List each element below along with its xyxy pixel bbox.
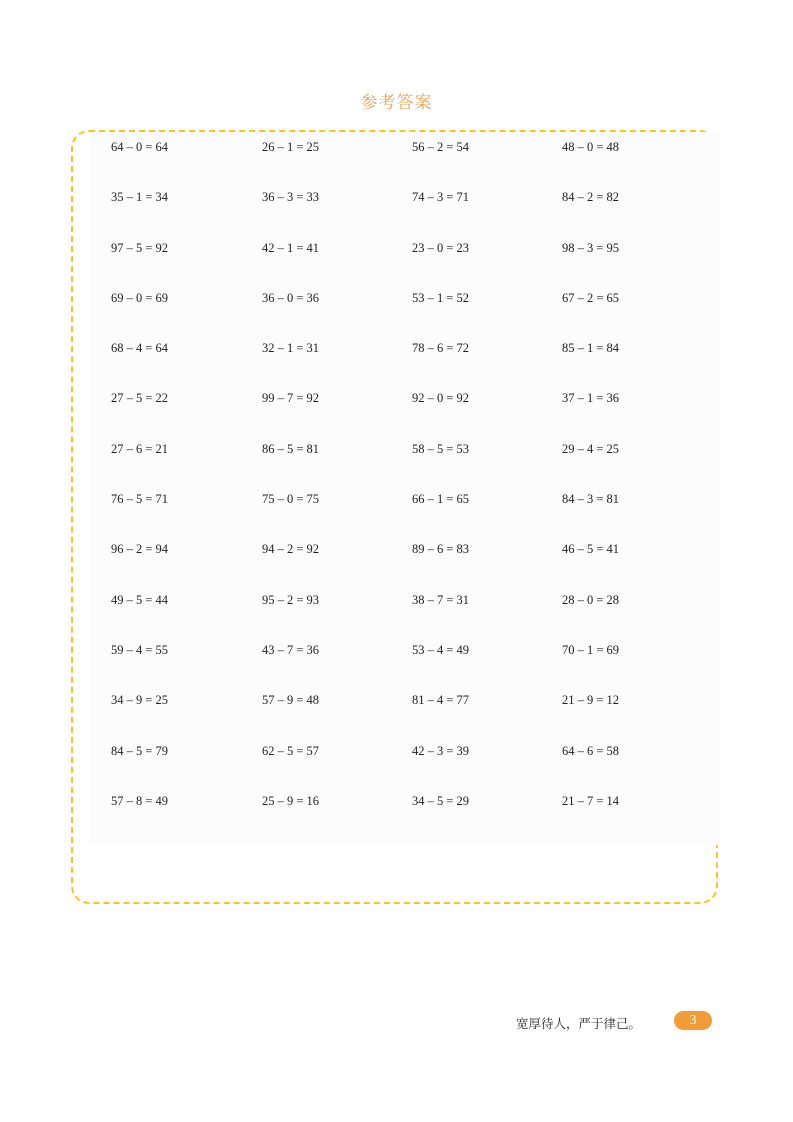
answer-equation: 98 – 3 = 95: [562, 240, 620, 255]
answer-row: [111, 291, 711, 341]
answer-equation: 85 – 1 = 84: [562, 341, 620, 356]
answer-equation: 81 – 4 = 77: [412, 693, 470, 708]
answer-row: [111, 593, 711, 643]
answer-row: [111, 341, 711, 391]
answer-equation: 23 – 0 = 23: [412, 240, 470, 255]
answer-row: [111, 492, 711, 542]
answer-equation: 21 – 7 = 14: [562, 793, 620, 808]
answer-equation: 56 – 2 = 54: [412, 140, 470, 154]
answer-equation: 49 – 5 = 44: [111, 592, 169, 607]
answer-equation: 42 – 3 = 39: [412, 743, 470, 758]
answer-equation: 66 – 1 = 65: [412, 492, 470, 507]
answer-row: [111, 693, 711, 743]
answer-equation: 21 – 9 = 12: [562, 693, 620, 708]
answer-equation: 42 – 1 = 41: [262, 240, 320, 255]
answer-equation: 95 – 2 = 93: [262, 592, 320, 607]
answer-row: [111, 140, 711, 190]
answer-equation: 53 – 1 = 52: [412, 290, 470, 305]
page-title: 参考答案: [360, 93, 433, 113]
answer-row: [111, 794, 711, 844]
answer-row: [111, 643, 711, 693]
answer-equation: 70 – 1 = 69: [562, 642, 620, 657]
answer-equation: 62 – 5 = 57: [262, 743, 320, 758]
answer-row: [111, 391, 711, 441]
answer-row: [111, 241, 711, 291]
answer-equation: 86 – 5 = 81: [262, 441, 320, 456]
answer-equation: 27 – 6 = 21: [111, 441, 169, 456]
answer-equation: 92 – 0 = 92: [412, 391, 470, 406]
answer-equation: 69 – 0 = 69: [111, 290, 169, 305]
answer-row: [111, 190, 711, 240]
answer-equation: 57 – 9 = 48: [262, 693, 320, 708]
answer-equation: 94 – 2 = 92: [262, 542, 320, 557]
answer-equation: 36 – 3 = 33: [262, 190, 320, 205]
answer-equation: 46 – 5 = 41: [562, 542, 620, 557]
answer-equation: 67 – 2 = 65: [562, 290, 620, 305]
answer-equation: 76 – 5 = 71: [111, 492, 169, 507]
answer-equation: 36 – 0 = 36: [262, 290, 320, 305]
answer-equation: 89 – 6 = 83: [412, 542, 470, 557]
answer-equation: 78 – 6 = 72: [412, 341, 470, 356]
answer-equation: 32 – 1 = 31: [262, 341, 320, 356]
answer-equation: 35 – 1 = 34: [111, 190, 169, 205]
answer-equation: 34 – 5 = 29: [412, 793, 470, 808]
answer-equation: 28 – 0 = 28: [562, 592, 620, 607]
answer-equation: 59 – 4 = 55: [111, 642, 169, 657]
answer-equation: 75 – 0 = 75: [262, 492, 320, 507]
answer-equation: 97 – 5 = 92: [111, 240, 169, 255]
answer-equation: 38 – 7 = 31: [412, 592, 470, 607]
answer-equation: 68 – 4 = 64: [111, 341, 169, 356]
answer-equation: 99 – 7 = 92: [262, 391, 320, 406]
answer-equation: 64 – 0 = 64: [111, 140, 169, 154]
answer-equation: 43 – 7 = 36: [262, 642, 320, 657]
answer-equation: 27 – 5 = 22: [111, 391, 169, 406]
answer-grid: [111, 140, 711, 844]
answer-equation: 26 – 1 = 25: [262, 140, 320, 154]
footer-motto: 宽厚待人，严于律己。: [516, 1016, 642, 1031]
answer-equation: 84 – 3 = 81: [562, 492, 620, 507]
answer-equation: 48 – 0 = 48: [562, 140, 620, 154]
answer-row: [111, 744, 711, 794]
answer-equation: 57 – 8 = 49: [111, 793, 169, 808]
answer-equation: 25 – 9 = 16: [262, 793, 320, 808]
answer-equation: 58 – 5 = 53: [412, 441, 470, 456]
page-number-badge: 3: [674, 1011, 712, 1030]
answer-equation: 84 – 5 = 79: [111, 743, 169, 758]
answer-equation: 37 – 1 = 36: [562, 391, 620, 406]
answer-equation: 29 – 4 = 25: [562, 441, 620, 456]
answer-row: [111, 542, 711, 592]
answer-equation: 84 – 2 = 82: [562, 190, 620, 205]
answer-equation: 64 – 6 = 58: [562, 743, 620, 758]
answer-row: [111, 442, 711, 492]
answer-equation: 53 – 4 = 49: [412, 642, 470, 657]
answer-equation: 96 – 2 = 94: [111, 542, 169, 557]
answer-equation: 34 – 9 = 25: [111, 693, 169, 708]
answer-equation: 74 – 3 = 71: [412, 190, 470, 205]
